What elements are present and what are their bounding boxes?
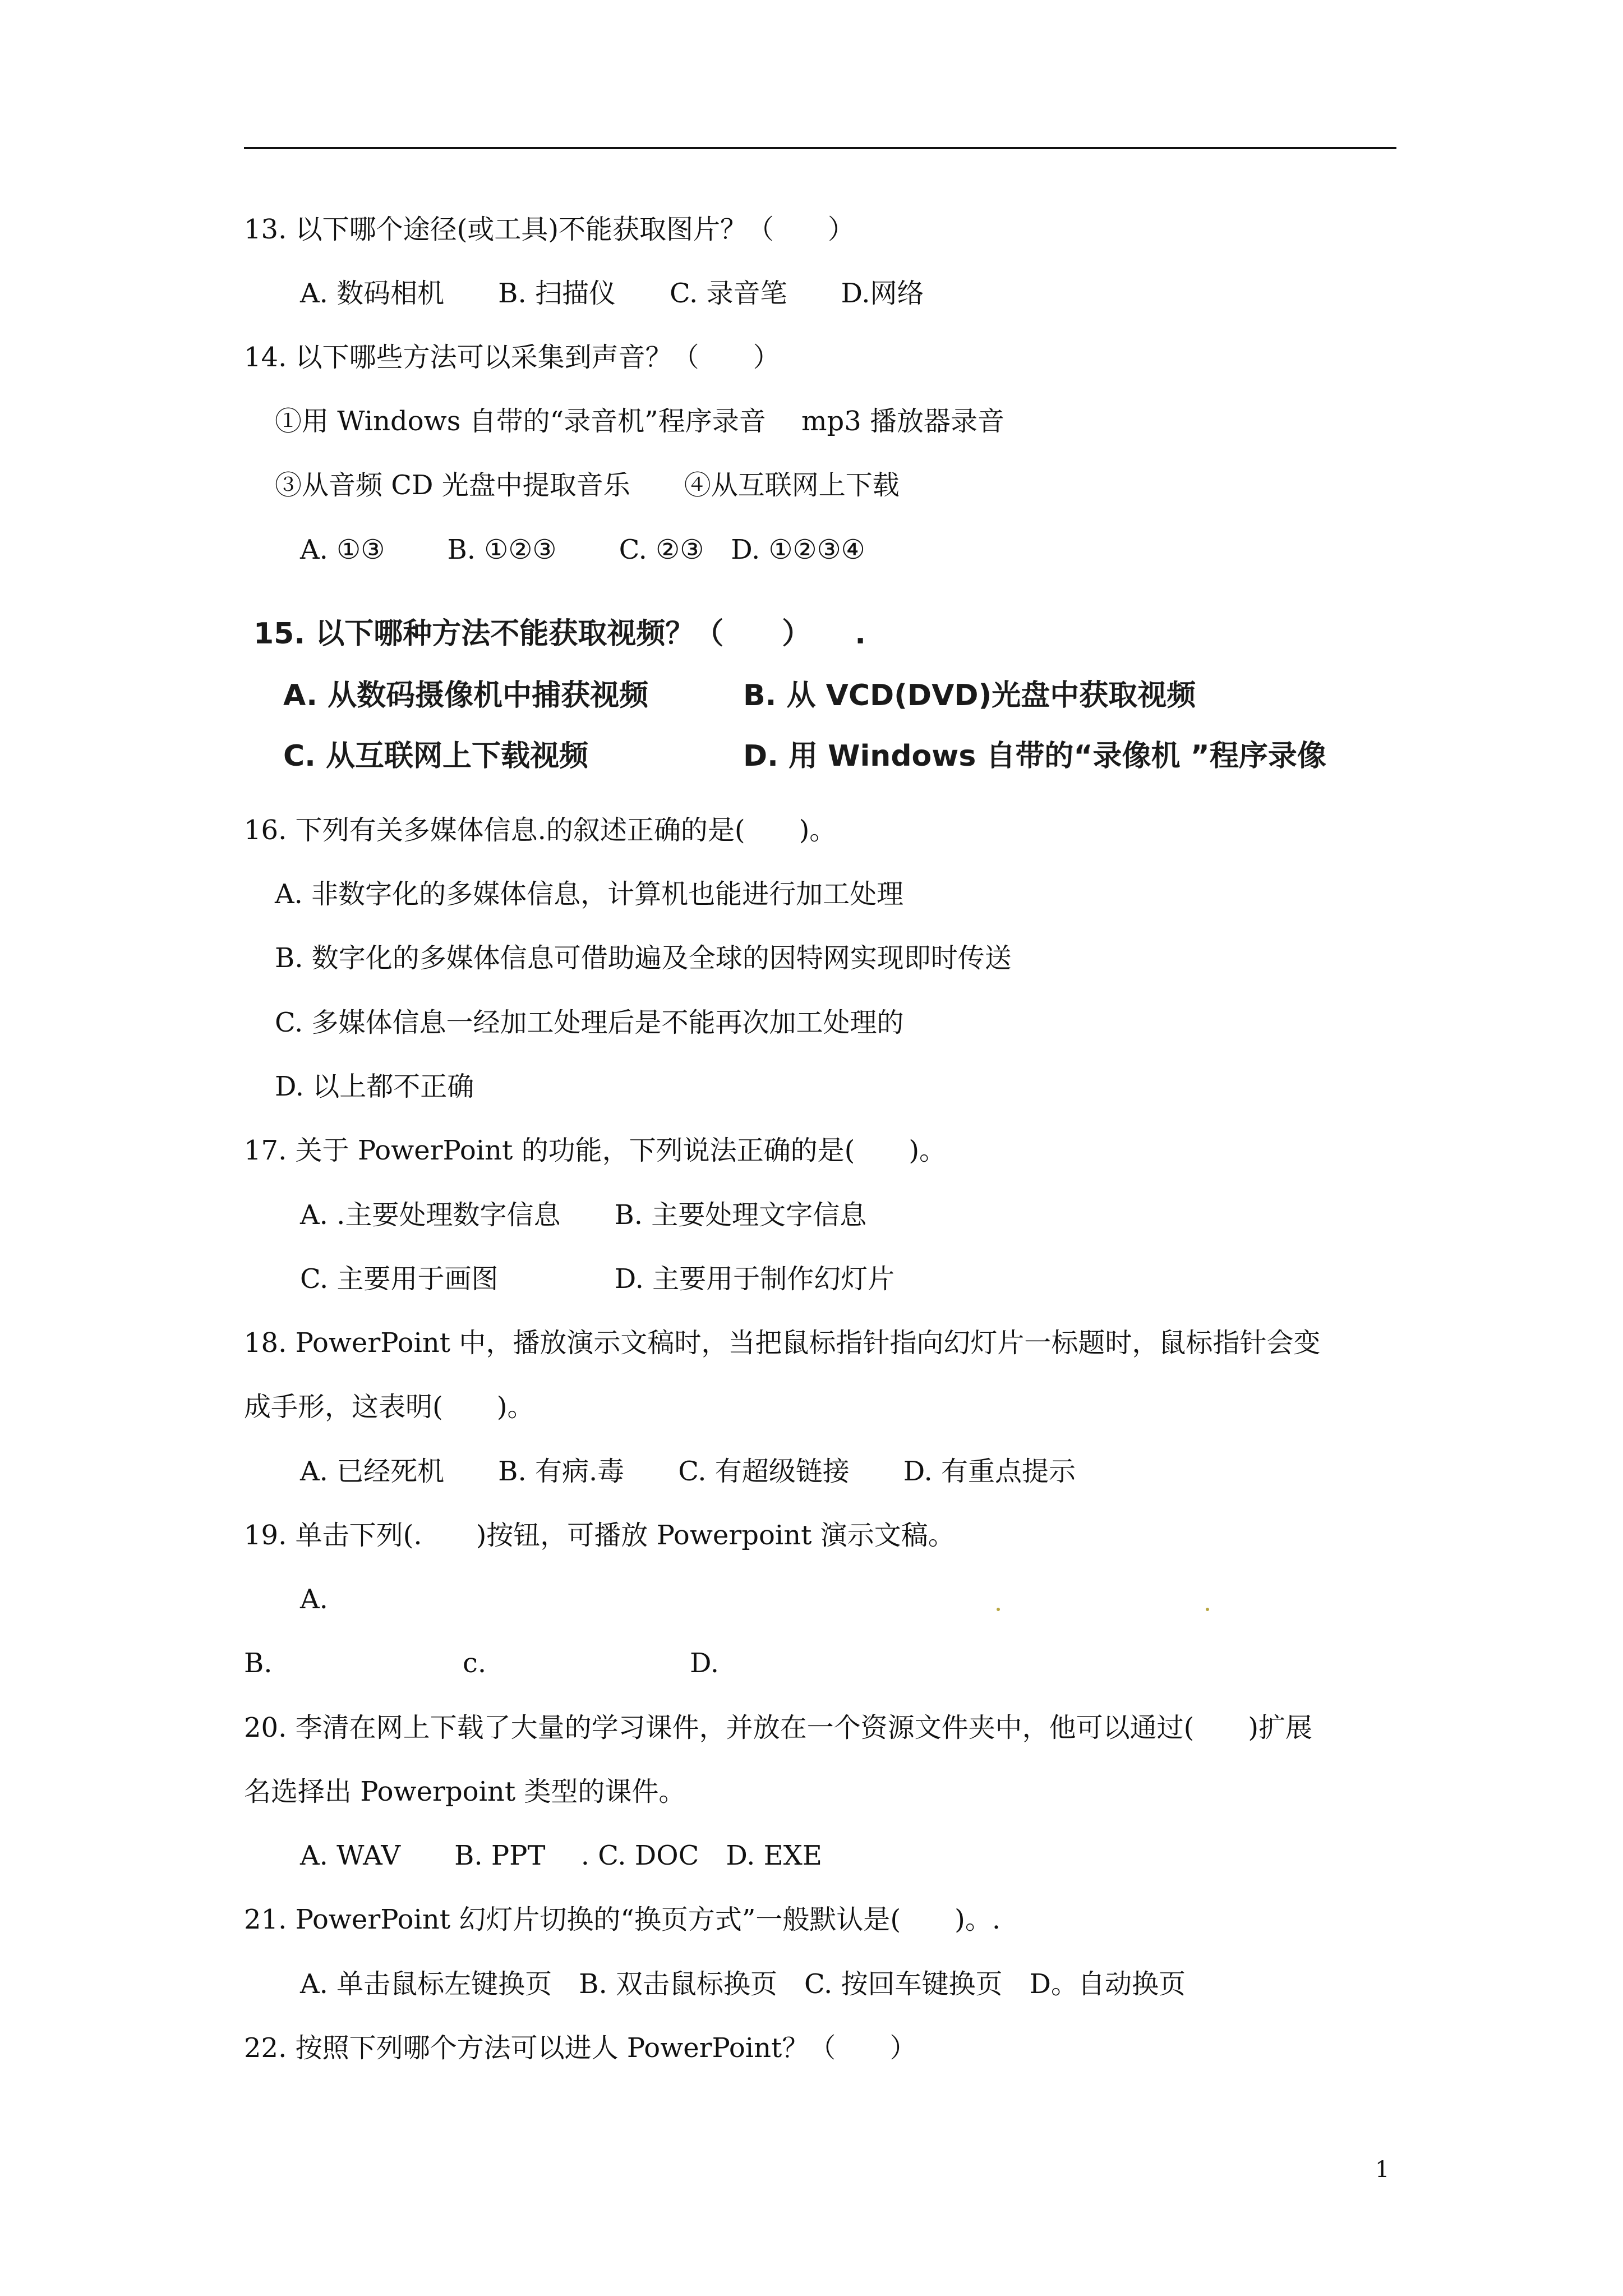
q15-stem: 15. 以下哪种方法不能获取视频？（ ） . (253, 617, 866, 651)
q16-option-b: B. 数字化的多媒体信息可借助遍及全球的因特网实现即时传送 (275, 942, 1012, 974)
q19-option-c: c. (463, 1648, 487, 1679)
q14-stem: 14. 以下哪些方法可以采集到声音？（ ） (244, 342, 780, 373)
header-rule (244, 147, 1396, 149)
q20-stem-line2: 名选择出 Powerpoint 类型的课件。 (244, 1776, 686, 1807)
q21-options: A. 单击鼠标左键换页 B. 双击鼠标换页 C. 按回车键换页 D。自动换页 (300, 1968, 1186, 2000)
q17-stem: 17. 关于 PowerPoint 的功能，下列说法正确的是( )。 (244, 1135, 947, 1166)
q20-options: A. WAV B. PPT . C. DOC D. EXE (300, 1840, 822, 1871)
q13-stem: 13. 以下哪个途径(或工具)不能获取图片？（ ） (244, 214, 855, 245)
q15-option-c: C. 从互联网上下载视频 (283, 739, 589, 773)
q18-options: A. 已经死机 B. 有病.毒 C. 有超级链接 D. 有重点提示 (300, 1456, 1076, 1487)
q19-stem: 19. 单击下列(. )按钮，可播放 Powerpoint 演示文稿。 (244, 1520, 955, 1551)
q19-option-a: A. (300, 1584, 328, 1615)
q14-item2: ③从音频 CD 光盘中提取音乐 ④从互联网上下载 (275, 470, 900, 501)
q15-option-a: A. 从数码摄像机中捕获视频 (283, 679, 649, 712)
q20-stem-line1: 20. 李清在网上下载了大量的学习课件，并放在一个资源文件夹中，他可以通过( )扩展 (244, 1712, 1313, 1743)
q17-row1: A. .主要处理数字信息 B. 主要处理文字信息 (300, 1199, 867, 1231)
q21-stem: 21. PowerPoint 幻灯片切换的“换页方式”一般默认是( )。. (244, 1904, 1001, 1935)
q22-stem: 22. 按照下列哪个方法可以进人 PowerPoint？（ ） (244, 2032, 917, 2064)
q16-option-c: C. 多媒体信息一经加工处理后是不能再次加工处理的 (275, 1007, 904, 1038)
q16-option-d: D. 以上都不正确 (275, 1071, 474, 1102)
q13-options: A. 数码相机 B. 扫描仪 C. 录音笔 D.网络 (300, 278, 924, 309)
q18-stem-line1: 18. PowerPoint 中，播放演示文稿时，当把鼠标指针指向幻灯片一标题时，鼠标指针会变 (244, 1327, 1321, 1359)
q14-options: A. ①③ B. ①②③ C. ②③ D. ①②③④ (300, 534, 865, 565)
scan-speck (1206, 1608, 1209, 1611)
q17-row2: C. 主要用于画图 D. 主要用于制作幻灯片 (300, 1263, 895, 1295)
q18-stem-line2: 成手形，这表明( )。 (244, 1391, 534, 1423)
q14-item1: ①用 Windows 自带的“录音机”程序录音 mp3 播放器录音 (275, 406, 1004, 437)
page-number: 1 (1375, 2157, 1390, 2183)
q19-option-d: D. (690, 1648, 720, 1679)
q15-option-d: D. 用 Windows 自带的“录像机 ”程序录像 (743, 739, 1326, 773)
q19-option-b: B. (244, 1648, 273, 1679)
q15-option-b: B. 从 VCD(DVD)光盘中获取视频 (743, 679, 1196, 712)
q16-stem: 16. 下列有关多媒体信息.的叙述正确的是( )。 (244, 815, 837, 846)
scan-speck (997, 1608, 1000, 1611)
q16-option-a: A. 非数字化的多媒体信息，计算机也能进行加工处理 (275, 878, 904, 910)
